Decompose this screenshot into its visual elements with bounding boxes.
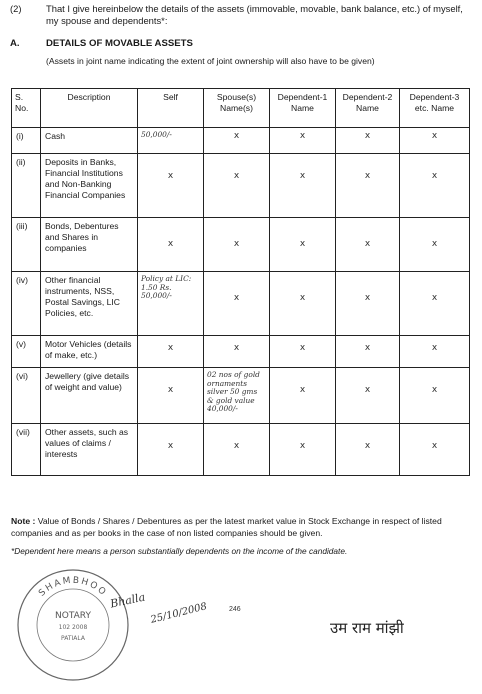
row-sno: (vii)	[12, 424, 41, 476]
seal-line-3: PATIALA	[61, 635, 85, 642]
handwritten-entry: 50,000/-	[141, 130, 172, 139]
cross-mark: x	[364, 131, 371, 141]
cell-dependent-3	[400, 154, 470, 218]
cross-mark: x	[233, 131, 240, 141]
cross-mark: x	[431, 131, 438, 141]
cross-mark: x	[167, 441, 174, 451]
cell-dependent-1	[270, 336, 336, 368]
section-subtitle: (Assets in joint name indicating the extent of joint ownership will also have to be given)	[46, 56, 375, 66]
cell-self	[138, 218, 204, 272]
row-sno: (vi)	[12, 368, 41, 424]
note-text: Value of Bonds / Shares / Debentures as per the latest market value in Stock Exchange in respect of listed companies and as per books in the case of non listed companies should be given.	[11, 516, 442, 538]
cross-mark: x	[233, 343, 240, 353]
cell-spouse	[204, 128, 270, 154]
cell-dependent-1	[270, 128, 336, 154]
cross-mark: x	[364, 441, 371, 451]
row-description: Motor Vehicles (details of make, etc.)	[41, 336, 138, 368]
cell-spouse	[204, 272, 270, 336]
cell-dependent-2	[336, 154, 400, 218]
cross-mark: x	[299, 441, 306, 451]
cell-dependent-2	[336, 272, 400, 336]
table-row	[12, 272, 470, 336]
cross-mark: x	[364, 171, 371, 181]
cross-mark: x	[431, 239, 438, 249]
intro-number: (2)	[10, 3, 22, 14]
header-dependent-2: Dependent-2 Name	[336, 89, 400, 128]
cell-dependent-1	[270, 154, 336, 218]
section-title: DETAILS OF MOVABLE ASSETS	[46, 38, 193, 49]
cell-dependent-3	[400, 336, 470, 368]
cell-self	[138, 336, 204, 368]
cell-self	[138, 424, 204, 476]
cell-self	[138, 128, 204, 154]
cell-dependent-1	[270, 218, 336, 272]
svg-text:SHAMBHOO	[37, 576, 109, 599]
notary-seal	[14, 566, 132, 684]
cell-dependent-1	[270, 272, 336, 336]
cross-mark: x	[233, 171, 240, 181]
row-sno: (ii)	[12, 154, 41, 218]
row-description: Deposits in Banks, Financial Institutions and Non-Banking Financial Companies	[41, 154, 138, 218]
row-description: Other financial instruments, NSS, Postal Savings, LIC Policies, etc.	[41, 272, 138, 336]
cell-dependent-3	[400, 368, 470, 424]
cross-mark: x	[364, 343, 371, 353]
note-label: Note :	[11, 516, 36, 526]
cross-mark: x	[431, 171, 438, 181]
header-self: Self	[138, 89, 204, 128]
cell-dependent-3	[400, 424, 470, 476]
cell-dependent-3	[400, 128, 470, 154]
table-header-row	[12, 89, 470, 128]
notary-signature: Bhalla	[109, 590, 147, 611]
candidate-signature: उम राम मांझी	[330, 619, 404, 637]
cross-mark: x	[167, 343, 174, 353]
cross-mark: x	[431, 441, 438, 451]
table-row	[12, 218, 470, 272]
row-description: Bonds, Debentures and Shares in companies	[41, 218, 138, 272]
cell-spouse	[204, 336, 270, 368]
cross-mark: x	[299, 293, 306, 303]
cross-mark: x	[299, 385, 306, 395]
cross-mark: x	[299, 171, 306, 181]
cell-dependent-2	[336, 368, 400, 424]
intro-text: That I give hereinbelow the details of the assets (immovable, movable, bank balance, etc.) of myself, my spouse and dependents*:	[46, 3, 463, 26]
cell-dependent-2	[336, 218, 400, 272]
cell-spouse	[204, 424, 270, 476]
table-row	[12, 368, 470, 424]
cell-dependent-2	[336, 336, 400, 368]
cell-dependent-1	[270, 368, 336, 424]
row-sno: (iv)	[12, 272, 41, 336]
header-description: Description	[41, 89, 138, 128]
cell-dependent-3	[400, 272, 470, 336]
cell-dependent-3	[400, 218, 470, 272]
cross-mark: x	[364, 293, 371, 303]
cross-mark: x	[431, 385, 438, 395]
cross-mark: x	[167, 171, 174, 181]
cell-dependent-2	[336, 424, 400, 476]
cross-mark: x	[233, 441, 240, 451]
cross-mark: x	[299, 239, 306, 249]
cell-spouse	[204, 154, 270, 218]
header-dependent-3: Dependent-3 etc. Name	[400, 89, 470, 128]
table-row	[12, 128, 470, 154]
cell-dependent-1	[270, 424, 336, 476]
cell-self	[138, 272, 204, 336]
seal-line-1: NOTARY	[55, 611, 91, 621]
table-row	[12, 336, 470, 368]
notary-date: 25/10/2008	[149, 601, 209, 626]
cell-spouse	[204, 368, 270, 424]
cross-mark: x	[233, 293, 240, 303]
section-letter: A.	[10, 38, 20, 49]
header-spouse: Spouse(s) Name(s)	[204, 89, 270, 128]
seal-ring-text: SHAMBHOO	[37, 575, 109, 599]
cell-self	[138, 368, 204, 424]
row-sno: (iii)	[12, 218, 41, 272]
handwritten-entry: 02 nos of gold ornaments silver 50 gms & gold value 40,000/-	[207, 370, 260, 413]
handwritten-entry: Policy at LIC: 1.50 Rs. 50,000/-	[141, 274, 192, 300]
movable-assets-table	[11, 88, 470, 476]
row-description: Cash	[41, 128, 138, 154]
note	[11, 516, 471, 539]
cross-mark: x	[364, 385, 371, 395]
cross-mark: x	[431, 293, 438, 303]
cross-mark: x	[431, 343, 438, 353]
row-description: Jewellery (give details of weight and value)	[41, 368, 138, 424]
row-sno: (i)	[12, 128, 41, 154]
header-sno: S. No.	[12, 89, 41, 128]
seal-line-2: 102 2008	[58, 624, 88, 631]
row-sno: (v)	[12, 336, 41, 368]
footnote: *Dependent here means a person substantially dependents on the income of the candidate.	[11, 546, 348, 556]
cell-self	[138, 154, 204, 218]
table-row	[12, 154, 470, 218]
cross-mark: x	[364, 239, 371, 249]
cross-mark: x	[299, 131, 306, 141]
cross-mark: x	[233, 239, 240, 249]
header-dependent-1: Dependent-1 Name	[270, 89, 336, 128]
cross-mark: x	[167, 385, 174, 395]
row-description: Other assets, such as values of claims / interests	[41, 424, 138, 476]
notary-reference: 246	[229, 606, 241, 613]
cell-spouse	[204, 218, 270, 272]
cell-dependent-2	[336, 128, 400, 154]
cross-mark: x	[167, 239, 174, 249]
cross-mark: x	[299, 343, 306, 353]
table-row	[12, 424, 470, 476]
